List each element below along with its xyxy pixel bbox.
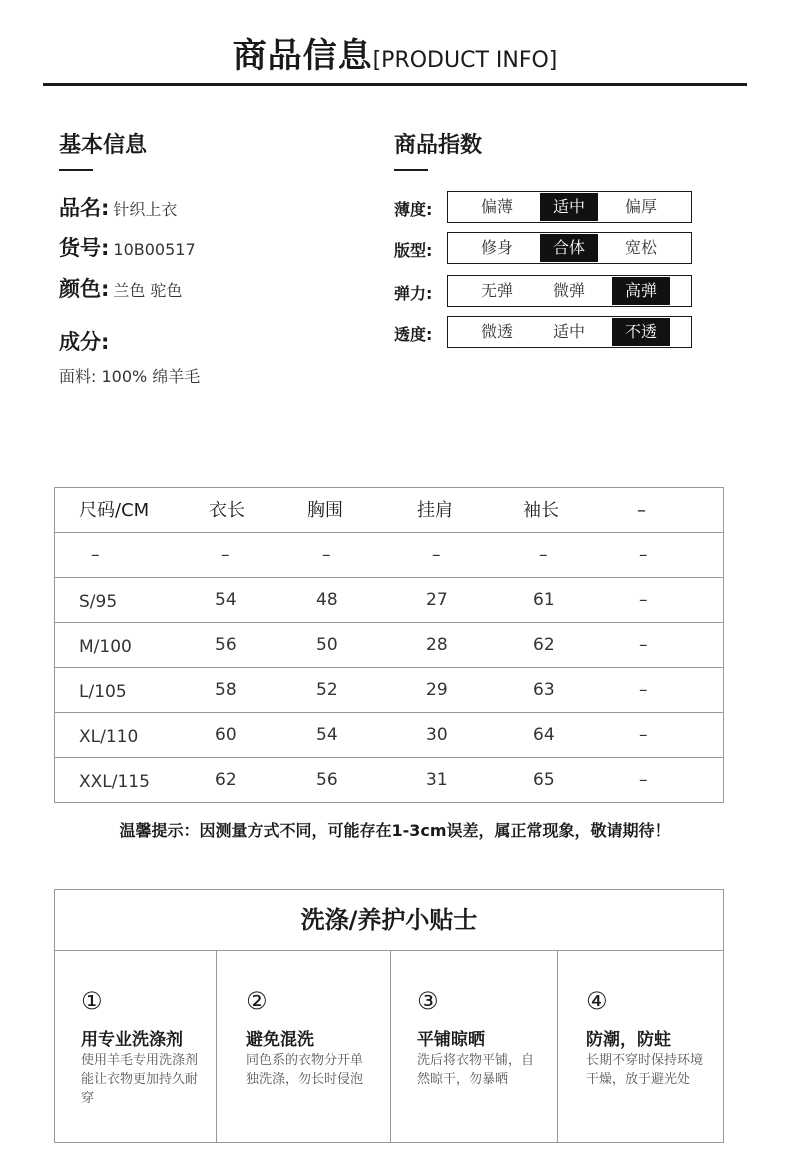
index-option: 偏厚 bbox=[624, 197, 657, 216]
product-index-underline bbox=[394, 169, 428, 171]
table-row bbox=[55, 713, 723, 758]
table-cell: M/100 bbox=[79, 637, 132, 657]
table-cell: 60 bbox=[215, 725, 237, 745]
care-item-number: ① bbox=[81, 987, 103, 1015]
table-header-cell: 衣长 bbox=[209, 500, 245, 521]
index-option: 修身 bbox=[480, 238, 513, 257]
index-label: 版型: bbox=[394, 241, 433, 260]
care-tips-section bbox=[54, 889, 724, 1143]
table-cell: 27 bbox=[426, 590, 448, 610]
size-table bbox=[54, 487, 724, 803]
info-row-name bbox=[59, 192, 177, 222]
care-item-description: 使用羊毛专用洗涤剂能让衣物更加持久耐穿 bbox=[81, 1053, 199, 1106]
basic-info-section bbox=[59, 128, 379, 386]
care-item-number: ④ bbox=[586, 987, 608, 1015]
info-row-color bbox=[59, 273, 183, 303]
index-label: 弹力: bbox=[394, 284, 433, 303]
care-item bbox=[557, 951, 723, 1142]
care-item-heading: 避免混洗 bbox=[246, 1030, 314, 1050]
care-item-heading: 平铺晾晒 bbox=[417, 1030, 485, 1050]
table-cell: XL/110 bbox=[79, 727, 139, 747]
info-label: 货号: bbox=[59, 236, 110, 260]
table-cell: – bbox=[91, 545, 100, 565]
page-header bbox=[0, 28, 790, 77]
table-row bbox=[55, 668, 723, 713]
index-option-selected: 合体 bbox=[540, 234, 598, 262]
info-label: 品名: bbox=[59, 196, 110, 220]
table-cell: 48 bbox=[316, 590, 338, 610]
care-item-description: 长期不穿时保持环境干燥，放于避光处 bbox=[586, 1053, 704, 1087]
table-cell: – bbox=[221, 545, 230, 565]
product-index-section bbox=[394, 128, 714, 344]
table-header-row bbox=[55, 488, 723, 533]
table-cell: 31 bbox=[426, 770, 448, 790]
care-tips-title: 洗涤/养护小贴士 bbox=[55, 890, 723, 951]
index-option-box bbox=[447, 316, 692, 348]
care-item-heading: 防潮，防蛀 bbox=[586, 1030, 671, 1050]
care-item-number: ② bbox=[246, 987, 268, 1015]
index-option: 无弹 bbox=[480, 281, 513, 300]
page-title: 商品信息 bbox=[232, 36, 373, 76]
care-item-description: 同色系的衣物分开单独洗涤，勿长时侵泡 bbox=[246, 1053, 364, 1087]
product-index-title: 商品指数 bbox=[394, 133, 483, 158]
table-cell: 54 bbox=[316, 725, 338, 745]
table-cell: – bbox=[639, 545, 648, 565]
table-header-cell: 挂肩 bbox=[417, 500, 453, 521]
table-cell: 52 bbox=[316, 680, 338, 700]
info-label: 颜色: bbox=[59, 277, 110, 301]
page-title-en: [PRODUCT INFO] bbox=[372, 48, 558, 73]
table-header-cell: 胸围 bbox=[307, 500, 343, 521]
table-cell: – bbox=[639, 770, 648, 790]
care-item-heading: 用专业洗涤剂 bbox=[81, 1030, 183, 1050]
header-divider bbox=[43, 83, 747, 86]
table-cell: 54 bbox=[215, 590, 237, 610]
index-row-transparency bbox=[394, 316, 694, 348]
index-option: 偏薄 bbox=[480, 197, 513, 216]
index-row-thickness bbox=[394, 191, 694, 223]
table-cell: – bbox=[432, 545, 441, 565]
table-cell: XXL/115 bbox=[79, 772, 150, 792]
index-option: 微弹 bbox=[552, 281, 585, 300]
care-item-description: 洗后将衣物平铺，自然晾干，勿暴晒 bbox=[417, 1053, 535, 1087]
care-item bbox=[390, 951, 557, 1142]
table-header-cell: 袖长 bbox=[523, 500, 559, 521]
table-cell: 29 bbox=[426, 680, 448, 700]
table-cell: 28 bbox=[426, 635, 448, 655]
info-value: 兰色 驼色 bbox=[113, 281, 183, 300]
composition-title: 成分: bbox=[59, 330, 110, 354]
basic-info-title: 基本信息 bbox=[59, 133, 148, 158]
table-cell: L/105 bbox=[79, 682, 127, 702]
table-cell: 30 bbox=[426, 725, 448, 745]
measurement-tip: 温馨提示：因测量方式不同，可能存在1-3cm误差，属正常现象，敬请期待！ bbox=[119, 821, 671, 840]
table-cell: 56 bbox=[215, 635, 237, 655]
table-cell: 62 bbox=[215, 770, 237, 790]
index-option: 宽松 bbox=[624, 238, 657, 257]
care-item bbox=[55, 951, 216, 1142]
index-option: 微透 bbox=[480, 322, 513, 341]
index-option-selected: 高弹 bbox=[612, 277, 670, 305]
index-option-selected: 适中 bbox=[540, 193, 598, 221]
table-cell: – bbox=[639, 725, 648, 745]
table-cell: 63 bbox=[533, 680, 555, 700]
table-cell: – bbox=[639, 635, 648, 655]
table-cell: 50 bbox=[316, 635, 338, 655]
table-cell: 56 bbox=[316, 770, 338, 790]
info-row-sku bbox=[59, 232, 196, 262]
table-cell: – bbox=[322, 545, 331, 565]
table-row bbox=[55, 533, 723, 578]
table-cell: – bbox=[539, 545, 548, 565]
basic-info-underline bbox=[59, 169, 93, 171]
index-option-box bbox=[447, 191, 692, 223]
index-label: 透度: bbox=[394, 325, 433, 344]
table-row bbox=[55, 623, 723, 668]
table-cell: S/95 bbox=[79, 592, 118, 612]
info-value: 针织上衣 bbox=[113, 200, 178, 219]
index-row-fit bbox=[394, 232, 694, 264]
index-row-elasticity bbox=[394, 275, 694, 307]
table-cell: 58 bbox=[215, 680, 237, 700]
index-label: 薄度: bbox=[394, 200, 433, 219]
table-header-cell: – bbox=[637, 500, 646, 521]
table-cell: – bbox=[639, 680, 648, 700]
index-option-box bbox=[447, 275, 692, 307]
index-option-selected: 不透 bbox=[612, 318, 670, 346]
care-item-number: ③ bbox=[417, 987, 439, 1015]
table-cell: 61 bbox=[533, 590, 555, 610]
table-cell: – bbox=[639, 590, 648, 610]
table-row bbox=[55, 578, 723, 623]
table-cell: 65 bbox=[533, 770, 555, 790]
composition-value: 面料: 100% 绵羊毛 bbox=[59, 367, 201, 386]
table-row bbox=[55, 758, 723, 803]
table-cell: 62 bbox=[533, 635, 555, 655]
care-item bbox=[216, 951, 390, 1142]
table-header-cell: 尺码/CM bbox=[79, 500, 150, 521]
info-value: 10B00517 bbox=[113, 240, 196, 259]
index-option: 适中 bbox=[552, 322, 585, 341]
index-option-box bbox=[447, 232, 692, 264]
table-cell: 64 bbox=[533, 725, 555, 745]
